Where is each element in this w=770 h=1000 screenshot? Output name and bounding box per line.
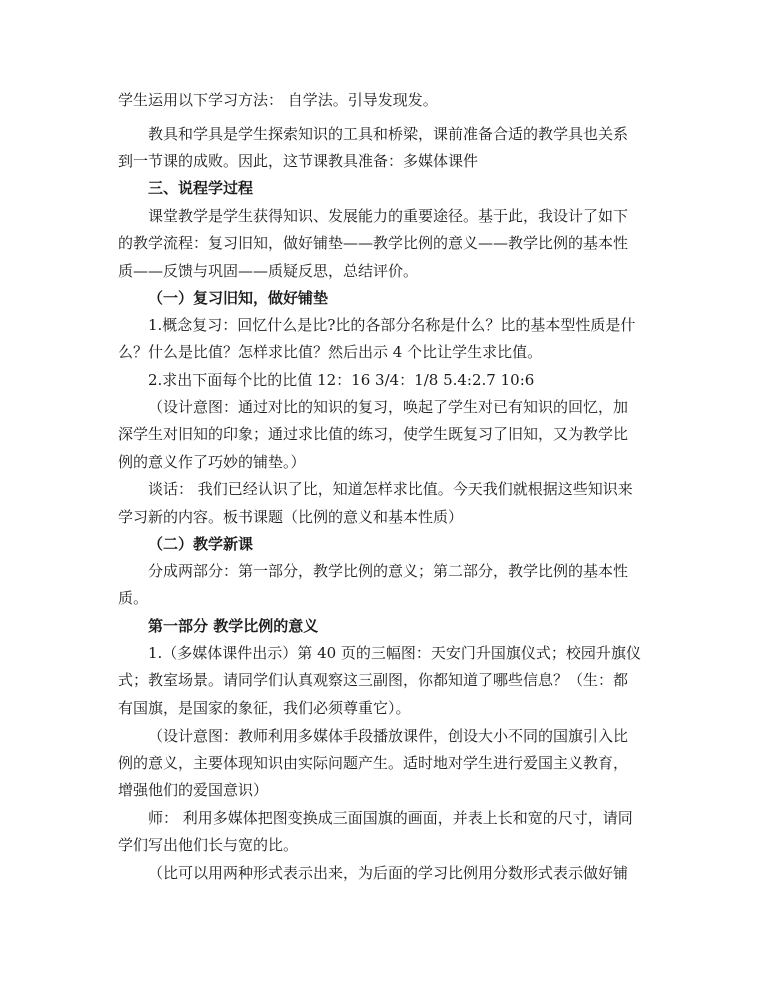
text-line: 质——反馈与巩固——质疑反思，总结评价。 bbox=[118, 262, 419, 280]
text-line: 1.概念复习：回忆什么是比?比的各部分名称是什么？比的基本型性质是什 bbox=[148, 316, 636, 334]
text-line: 课堂教学是学生获得知识、发展能力的重要途径。基于此，我设计了如下 bbox=[148, 207, 629, 225]
text-line: 学习新的内容。板书课题（比例的意义和基本性质） bbox=[118, 508, 464, 526]
text-line: 例的意义，主要体现知识由实际问题产生。适时地对学生进行爱国主义教育， bbox=[118, 754, 629, 772]
text-line: 到一节课的成败。因此，这节课教具准备：多媒体课件 bbox=[118, 152, 479, 170]
text-line: 么？什么是比值？怎样求比值？然后出示 4 个比让学生求比值。 bbox=[118, 343, 543, 361]
text-line: 师： 利用多媒体把图变换成三面国旗的画面，并表上长和宽的尺寸，请同 bbox=[148, 809, 633, 827]
text-line: 谈话： 我们已经认识了比，知道怎样求比值。今天我们就根据这些知识来 bbox=[148, 480, 633, 498]
text-line: 学生运用以下学习方法： 自学法。引导发现发。 bbox=[118, 91, 438, 109]
text-line: 有国旗，是国家的象征，我们必须尊重它）。 bbox=[118, 699, 411, 717]
subsection-heading: （一）复习旧知，做好铺垫 bbox=[148, 289, 329, 307]
text-line: 例的意义作了巧妙的铺垫。） bbox=[118, 453, 306, 471]
text-line: 的教学流程：复习旧知，做好铺垫——教学比例的意义——教学比例的基本性 bbox=[118, 234, 629, 252]
text-line: 增强他们的爱国意识） bbox=[118, 781, 269, 799]
text-line: 质。 bbox=[118, 589, 149, 607]
part-heading: 第一部分 教学比例的意义 bbox=[148, 617, 319, 635]
text-line: 1.（多媒体课件出示）第 40 页的三幅图：天安门升国旗仪式；校园升旗仪 bbox=[148, 644, 641, 662]
text-line: 2.求出下面每个比的比值 12：16 3/4：1/8 5.4:2.7 10:6 bbox=[148, 371, 535, 389]
text-line: 教具和学具是学生探索知识的工具和桥梁，课前准备合适的教学具也关系 bbox=[148, 125, 629, 143]
text-line: （比可以用两种形式表示出来，为后面的学习比例用分数形式表示做好铺 bbox=[148, 864, 629, 882]
text-line: 分成两部分：第一部分，教学比例的意义；第二部分，教学比例的基本性 bbox=[148, 562, 629, 580]
section-heading: 三、说程学过程 bbox=[148, 179, 254, 197]
text-line: 式；教室场景。请同学们认真观察这三副图，你都知道了哪些信息？（生：都 bbox=[118, 671, 629, 689]
text-line: 学们写出他们长与宽的比。 bbox=[118, 836, 299, 854]
subsection-heading: （二）教学新课 bbox=[148, 535, 254, 553]
text-line: （设计意图：通过对比的知识的复习，唤起了学生对已有知识的回忆，加 bbox=[148, 398, 629, 416]
text-line: 深学生对旧知的印象；通过求比值的练习，使学生既复习了旧知，又为教学比 bbox=[118, 425, 629, 443]
text-line: （设计意图：教师利用多媒体手段播放课件，创设大小不同的国旗引入比 bbox=[148, 727, 629, 745]
